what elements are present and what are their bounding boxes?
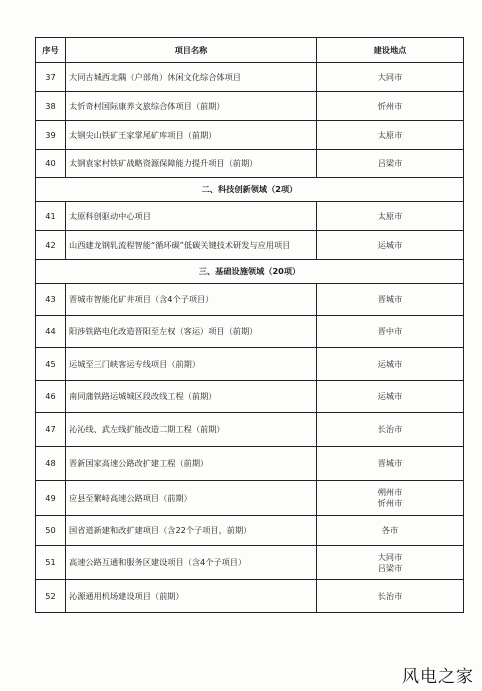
table-header-row <box>36 38 464 63</box>
project-location <box>317 447 464 481</box>
table-row <box>36 150 464 178</box>
row-number: 38 <box>36 92 66 121</box>
project-name: 沁沁线、武左线扩能改造二期工程（前期） <box>66 413 317 447</box>
project-name: 应县至繁峙高速公路项目（前期） <box>66 481 317 516</box>
table-row <box>36 348 464 381</box>
project-name: 沁源通用机场建设项目（前期） <box>66 580 317 613</box>
location-line: 晋中市 <box>377 326 403 336</box>
project-location <box>317 316 464 348</box>
table-row <box>36 284 464 316</box>
project-name: 山西建龙钢轧流程智能“循环碳”低碳关键技术研发与应用项目 <box>66 231 317 260</box>
project-location <box>317 348 464 381</box>
project-name: 国省道新建和改扩建项目（含22个子项目，前期） <box>66 516 317 546</box>
table-row <box>36 381 464 413</box>
table-row <box>36 481 464 516</box>
location-line: 太原市 <box>377 210 403 221</box>
table-row <box>36 580 464 613</box>
project-location <box>317 231 464 260</box>
project-location <box>317 481 464 516</box>
section-row <box>36 178 464 202</box>
row-number: 43 <box>36 284 66 316</box>
table-row <box>36 92 464 121</box>
project-table <box>35 37 464 613</box>
project-location <box>317 202 464 231</box>
project-location <box>317 413 464 447</box>
location-line: 晋城市 <box>377 458 403 468</box>
row-number: 41 <box>36 202 66 231</box>
table-row <box>36 516 464 546</box>
table-row <box>36 63 464 92</box>
project-name: 高速公路互通和服务区建设项目（含4个子项目） <box>66 546 317 580</box>
table-row <box>36 316 464 348</box>
row-number: 48 <box>36 447 66 481</box>
project-name: 太钢袁家村铁矿战略资源保障能力提升项目（前期） <box>66 150 317 178</box>
location-line: 运城市 <box>377 358 403 369</box>
row-number: 40 <box>36 150 66 178</box>
row-number: 52 <box>36 580 66 613</box>
project-name: 运城至三门峡客运专线项目（前期） <box>66 348 317 381</box>
table-row <box>36 447 464 481</box>
location-line: 忻州市 <box>377 100 403 111</box>
row-number: 44 <box>36 316 66 348</box>
project-location <box>317 284 464 316</box>
section-title: 三、基础设施领域（20项） <box>36 260 464 284</box>
location-line: 大同市 <box>377 71 403 82</box>
row-number: 37 <box>36 63 66 92</box>
location-line: 晋城市 <box>377 294 403 304</box>
project-location <box>317 580 464 613</box>
project-name: 太忻奇村国际康养文旅综合体项目（前期） <box>66 92 317 121</box>
location-line: 运城市 <box>377 391 403 401</box>
table-row <box>36 231 464 260</box>
project-name: 太钢尖山铁矿王家掌尾矿库项目（前期） <box>66 121 317 150</box>
project-name: 太原科创驱动中心项目 <box>66 202 317 231</box>
project-name: 阳涉铁路电化改造晋阳至左权（客运）项目（前期） <box>66 316 317 348</box>
project-location <box>317 381 464 413</box>
row-number: 50 <box>36 516 66 546</box>
project-location <box>317 121 464 150</box>
section-row <box>36 260 464 284</box>
table-row <box>36 202 464 231</box>
watermark-text: 风电之家 <box>402 667 474 687</box>
row-number: 45 <box>36 348 66 381</box>
project-location <box>317 150 464 178</box>
location-line: 长治市 <box>377 424 403 434</box>
row-number: 47 <box>36 413 66 447</box>
project-location <box>317 546 464 580</box>
table-row <box>36 413 464 447</box>
project-name: 晋城市智能化矿井项目（含4个子项目） <box>66 284 317 316</box>
row-number: 46 <box>36 381 66 413</box>
row-number: 39 <box>36 121 66 150</box>
project-name: 南同蒲铁路运城城区段改线工程（前期） <box>66 381 317 413</box>
project-name: 晋新国家高速公路改扩建工程（前期） <box>66 447 317 481</box>
location-line: 大同市 <box>377 551 403 562</box>
row-number: 42 <box>36 231 66 260</box>
location-line: 运城市 <box>377 239 403 250</box>
table-row <box>36 546 464 580</box>
location-line: 长治市 <box>377 590 403 601</box>
location-line: 各市 <box>381 525 399 535</box>
row-number: 51 <box>36 546 66 580</box>
project-location <box>317 63 464 92</box>
header-name: 项目名称 <box>66 38 317 63</box>
row-number: 49 <box>36 481 66 516</box>
location-line: 吕梁市 <box>377 158 403 168</box>
location-line: 忻州市 <box>377 498 403 508</box>
table-row <box>36 121 464 150</box>
location-line: 吕梁市 <box>377 562 403 573</box>
header-location: 建设地点 <box>317 38 464 63</box>
location-line: 朔州市 <box>377 487 403 497</box>
project-location <box>317 92 464 121</box>
header-no: 序号 <box>36 38 66 63</box>
location-line: 太原市 <box>377 129 403 140</box>
project-location <box>317 516 464 546</box>
project-name: 大同古城西北隅（户部角）休闲文化综合体项目 <box>66 63 317 92</box>
section-title: 二、科技创新领域（2项） <box>36 178 464 202</box>
